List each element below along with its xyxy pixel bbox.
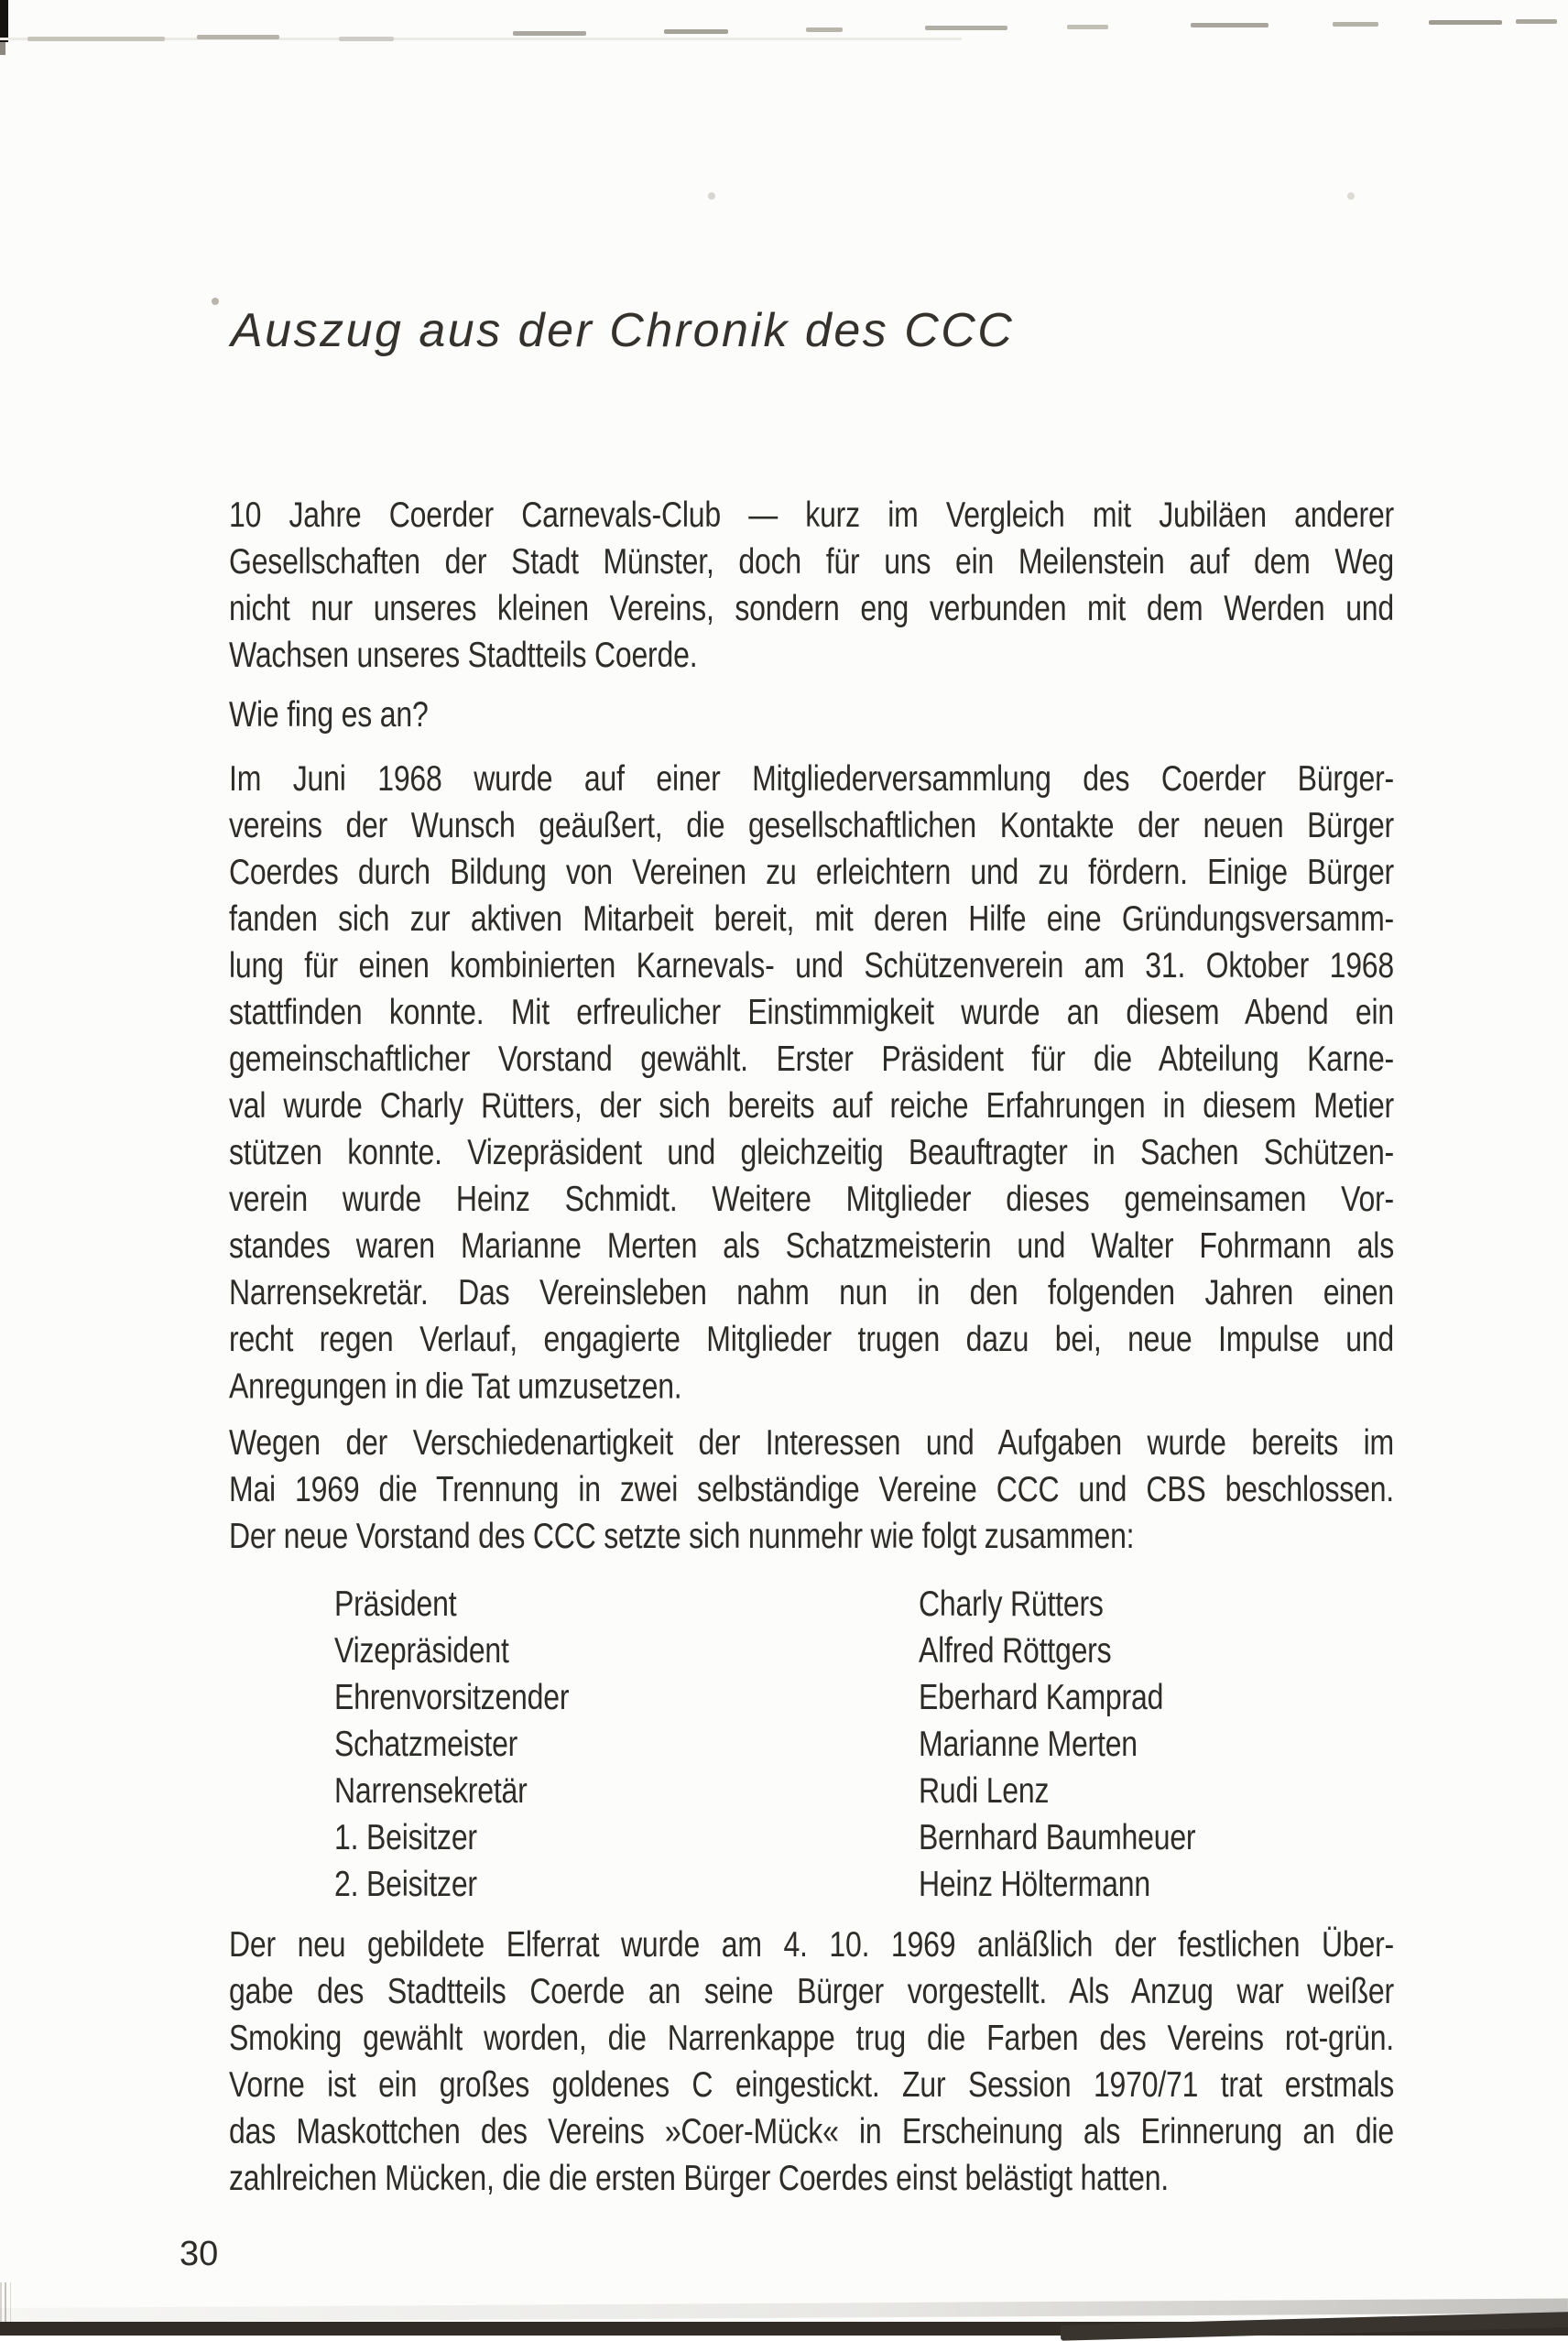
text-line: Gesellschaften der Stadt Münster, doch für uns ein Meilenstein auf dem Weg <box>229 540 1394 582</box>
text-line: recht regen Verlauf, engagierte Mitglieder trugen dazu bei, neue Impulse und <box>229 1319 1394 1359</box>
text-line: Anregungen in die Tat umzusetzen. <box>229 1366 682 1406</box>
board-name: Alfred Röttgers <box>919 1629 1112 1671</box>
text-line: Der neu gebildete Elferrat wurde am 4. 10. 1969 anläßlich der festlichen Über- <box>229 1923 1394 1965</box>
text-line: vereins der Wunsch geäußert, die gesellschaftlichen Kontakte der neuen Bürger <box>229 804 1394 845</box>
scan-artifact-dash <box>339 37 394 41</box>
board-row <box>229 1860 1394 1907</box>
text-line: Wegen der Verschiedenartigkeit der Interessen und Aufgaben wurde bereits im <box>229 1421 1394 1463</box>
text-line: fanden sich zur aktiven Mitarbeit bereit, mit deren Hilfe eine Gründungsversamm- <box>229 898 1394 939</box>
board-role: Narrensekretär <box>334 1769 528 1811</box>
page-title: Auszug aus der Chronik des CCC <box>231 304 1015 357</box>
text-line: Coerdes durch Bildung von Vereinen zu erleichtern und zu fördern. Einige Bürger <box>229 851 1394 892</box>
scan-artifact-dash <box>1191 23 1269 27</box>
paragraph-intro <box>229 491 1394 678</box>
board-role: Vizepräsident <box>334 1629 509 1671</box>
board-name: Eberhard Kamprad <box>919 1676 1164 1717</box>
text-line: stützen konnte. Vizepräsident und gleichzeitig Beauftragter in Sachen Schützen- <box>229 1131 1394 1172</box>
scan-artifact-dash <box>1067 25 1108 29</box>
scan-artifact-corner-tail <box>0 42 5 55</box>
text-line: verein wurde Heinz Schmidt. Weitere Mitglieder dieses gemeinsamen Vor- <box>229 1178 1394 1219</box>
text-line: das Maskottchen des Vereins »Coer-Mück« in Erscheinung als Erinnerung an die <box>229 2110 1394 2151</box>
scan-artifact-dash <box>197 35 279 39</box>
scan-artifact-dash <box>1429 20 1502 25</box>
text-line: Der neue Vorstand des CCC setzte sich nunmehr wie folgt zusammen: <box>229 1515 1135 1556</box>
board-row <box>229 1673 1394 1720</box>
board-role: Ehrenvorsitzender <box>334 1676 570 1717</box>
scan-artifact-corner-bar <box>0 0 8 42</box>
text-line: nicht nur unseres kleinen Vereins, sondern eng verbunden mit dem Werden und <box>229 587 1394 628</box>
scan-artifact-dash <box>513 31 586 36</box>
board-row <box>229 1720 1394 1767</box>
board-role: Präsident <box>334 1583 457 1624</box>
board-name: Heinz Höltermann <box>919 1863 1150 1904</box>
board-row <box>229 1813 1394 1860</box>
text-line: Vorne ist ein großes goldenes C eingestickt. Zur Session 1970/71 trat erstmals <box>229 2063 1394 2105</box>
board-list <box>229 1580 1394 1907</box>
scan-artifact-dash <box>925 26 1007 30</box>
scan-artifact-dash <box>27 37 165 41</box>
board-role: 1. Beisitzer <box>334 1816 477 1857</box>
board-name: Bernhard Baumheuer <box>919 1816 1196 1857</box>
text-line: Wie fing es an? <box>229 693 429 735</box>
text-line: Narrensekretär. Das Vereinsleben nahm nun in den folgenden Jahren einen <box>229 1271 1394 1312</box>
text-line: Im Juni 1968 wurde auf einer Mitgliederversammlung des Coerder Bürger- <box>229 757 1394 799</box>
text-line: Mai 1969 die Trennung in zwei selbständige Vereine CCC und CBS beschlossen. <box>229 1468 1394 1509</box>
board-row <box>229 1580 1394 1627</box>
paragraph-question <box>229 691 1394 737</box>
text-line: Wachsen unseres Stadtteils Coerde. <box>229 634 698 675</box>
scan-artifact-dash <box>1516 19 1557 24</box>
paragraph-elferrat <box>229 1921 1394 2201</box>
text-line: gemeinschaftlicher Vorstand gewählt. Erster Präsident für die Abteilung Karne- <box>229 1038 1394 1079</box>
paragraph-separation <box>229 1419 1394 1559</box>
paragraph-history <box>229 755 1394 1409</box>
board-name: Rudi Lenz <box>919 1769 1050 1811</box>
board-name: Charly Rütters <box>919 1583 1104 1624</box>
scan-artifact-dash <box>664 29 728 34</box>
board-role: Schatzmeister <box>334 1723 518 1764</box>
board-row <box>229 1767 1394 1813</box>
text-line: val wurde Charly Rütters, der sich bereits auf reiche Erfahrungen in diesem Metier <box>229 1084 1394 1126</box>
scan-artifact-bottom-wedge <box>1061 2312 1568 2341</box>
board-row <box>229 1627 1394 1673</box>
scan-artifact-dash <box>806 27 843 32</box>
text-line: 10 Jahre Coerder Carnevals-Club — kurz im Vergleich mit Jubiläen anderer <box>229 494 1394 535</box>
text-line: standes waren Marianne Merten als Schatzmeisterin und Walter Fohrmann als <box>229 1225 1394 1266</box>
text-line: Smoking gewählt worden, die Narrenkappe trug die Farben des Vereins rot-grün. <box>229 2017 1394 2058</box>
board-role: 2. Beisitzer <box>334 1863 477 1904</box>
page-number: 30 <box>180 2235 219 2273</box>
text-line: zahlreichen Mücken, die die ersten Bürger Coerdes einst belästigt hatten. <box>229 2157 1169 2198</box>
text-line: stattfinden konnte. Mit erfreulicher Einstimmigkeit wurde an diesem Abend ein <box>229 991 1394 1032</box>
text-line: lung für einen kombinierten Karnevals- und Schützenverein am 31. Oktober 1968 <box>229 944 1394 985</box>
text-line: gabe des Stadtteils Coerde an seine Bürger vorgestellt. Als Anzug war weißer <box>229 1970 1394 2011</box>
scan-artifact-dash <box>1333 22 1378 27</box>
board-name: Marianne Merten <box>919 1723 1138 1764</box>
scan-artifact-specks <box>0 0 4 4</box>
